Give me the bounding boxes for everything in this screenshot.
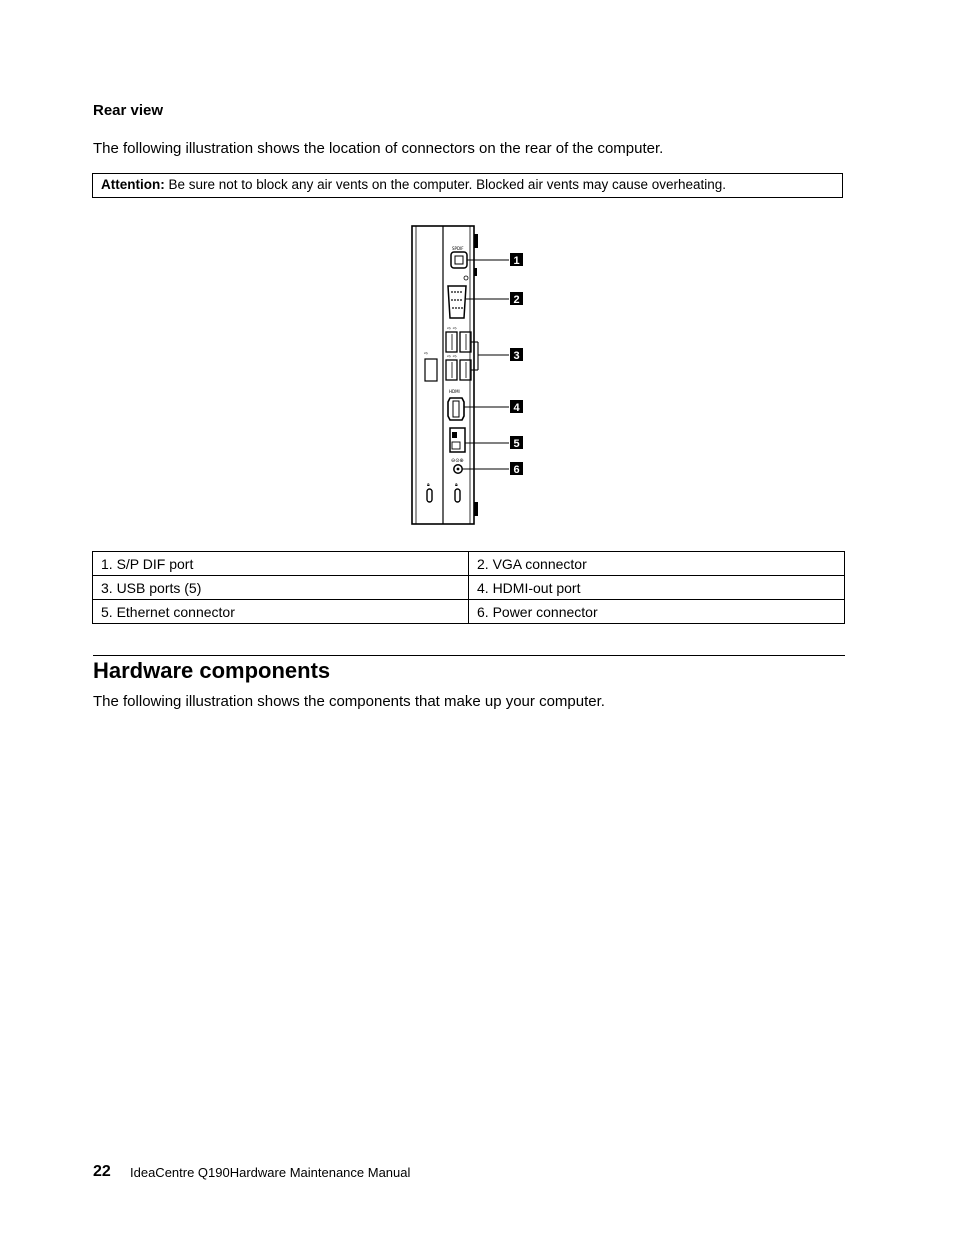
usb-port (460, 332, 471, 352)
lock-slot-icon (427, 489, 432, 502)
table-cell: 5. Ethernet connector (93, 600, 469, 624)
connector-legend-table (92, 551, 845, 624)
svg-text:⇨ ⇨: ⇨ ⇨ (447, 354, 457, 360)
attention-notice (92, 173, 843, 198)
attention-text: Be sure not to block any air vents on the computer. Blocked air vents may cause overheating. (164, 177, 727, 192)
callout-number: 4 (513, 402, 520, 414)
lock-slot-icon (455, 489, 460, 502)
table-cell: 6. Power connector (469, 600, 845, 624)
table-row (93, 600, 845, 624)
spdif-port (451, 252, 467, 268)
table-row (93, 576, 845, 600)
hardware-intro: The following illustration shows the components that make up your computer. (93, 693, 605, 710)
svg-text:⊖⊙⊕: ⊖⊙⊕ (451, 458, 464, 464)
table-row (93, 552, 845, 576)
svg-text:🔒︎: 🔒︎ (427, 482, 430, 488)
vga-port (448, 286, 466, 318)
table-cell: 3. USB ports (5) (93, 576, 469, 600)
attention-label: Attention: (101, 177, 165, 192)
page-number: 22 (93, 1163, 111, 1180)
svg-text:⇨ ⇨: ⇨ ⇨ (447, 326, 457, 332)
table-cell: 4. HDMI-out port (469, 576, 845, 600)
callout-number: 2 (513, 294, 520, 306)
svg-text:HDMI: HDMI (449, 389, 460, 394)
usb-port (460, 360, 471, 380)
usb-port-side (425, 359, 437, 381)
callout-number: 5 (513, 438, 520, 450)
section-heading-rear-view: Rear view (93, 102, 164, 119)
section-divider (93, 655, 845, 656)
footer-title: IdeaCentre Q190Hardware Maintenance Manual (130, 1165, 411, 1180)
table-cell: 1. S/P DIF port (93, 552, 469, 576)
table-cell: 2. VGA connector (469, 552, 845, 576)
usb-port (446, 332, 457, 352)
callout-number: 3 (513, 350, 520, 362)
usb-port (446, 360, 457, 380)
svg-text:🔒︎: 🔒︎ (455, 482, 458, 488)
rear-view-intro: The following illustration shows the location of connectors on the rear of the computer. (93, 140, 664, 157)
svg-text:SPDIF: SPDIF (452, 246, 464, 251)
section-heading-hardware-components: Hardware components (93, 658, 331, 683)
callout-number: 6 (513, 464, 520, 476)
rear-view-illustration (400, 222, 530, 528)
svg-text:⇨: ⇨ (424, 351, 429, 357)
callout-number: 1 (513, 255, 520, 267)
